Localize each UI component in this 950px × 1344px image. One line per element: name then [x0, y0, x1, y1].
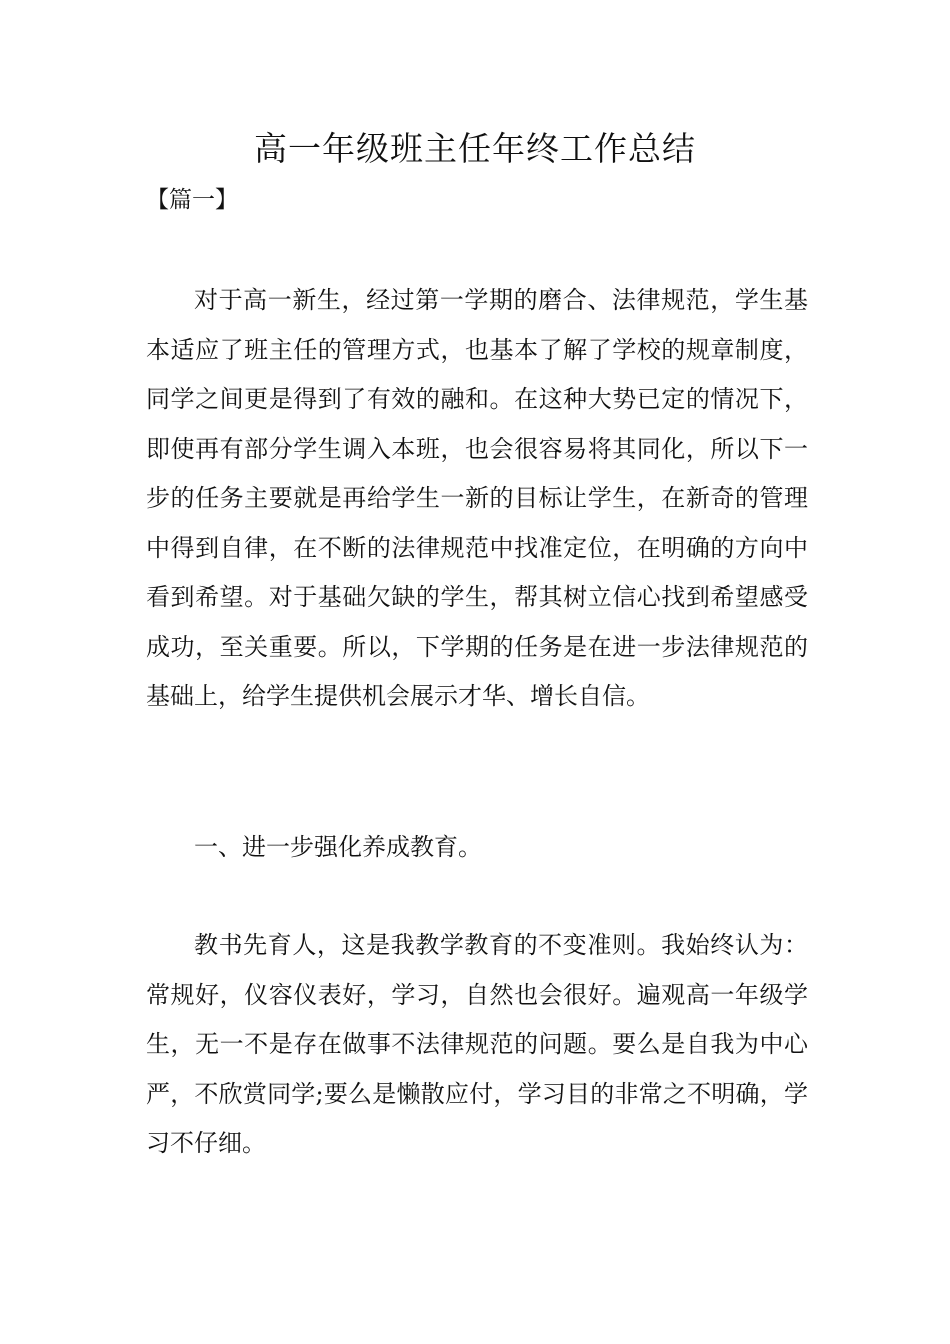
- section-tag: 【篇一】: [146, 187, 238, 213]
- paragraph-intro: 对于高一新生，经过第一学期的磨合、法律规范，学生基本适应了班主任的管理方式，也基本了解了学校的规章制度，同学之间更是得到了有效的融和。在这种大势已定的情况下，即使再有部分学生调入本班，也会很容易将其同化，所以下一步的任务主要就是再给学生一新的目标让学生，在新奇的管理中得到自律，在不断的法律规范中找准定位，在明确的方向中看到希望。对于基础欠缺的学生，帮其树立信心找到希望感受成功，至关重要。所以，下学期的任务是在进一步法律规范的基础上，给学生提供机会展示才华、增长自信。: [146, 286, 808, 710]
- paragraph-body-1: 教书先育人，这是我教学教育的不变准则。我始终认为：常规好，仪容仪表好，学习，自然也会很好。遍观高一年级学生，无一不是存在做事不法律规范的问题。要么是自我为中心严，不欣赏同学;要么是懒散应付，学习目的非常之不明确，学习不仔细。: [146, 931, 808, 1157]
- paragraph-heading-1: 一、进一步强化养成教育。: [194, 833, 482, 861]
- document-title: 高一年级班主任年终工作总结: [254, 129, 696, 168]
